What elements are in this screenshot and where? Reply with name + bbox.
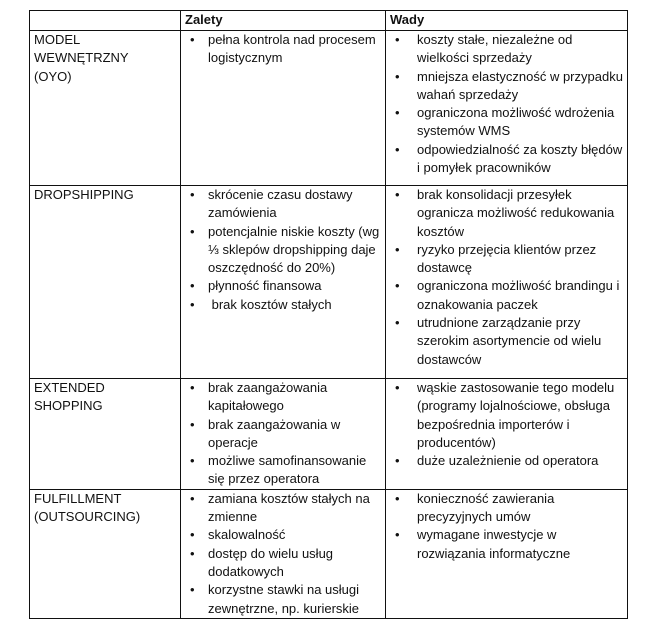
model-name-line: DROPSHIPPING [34,187,134,202]
model-name-line: EXTENDED [34,380,105,395]
list-item: • duże uzależnienie od operatora [390,452,623,470]
header-wady: Wady [386,11,628,31]
list-item: • brak zaangażowania kapitałowego [185,379,381,416]
list-item: • brak zaangażowania w operacje [185,416,381,453]
model-name [30,186,181,379]
list-item: • pełna kontrola nad procesem logistycznym [185,31,381,68]
comparison-table [29,10,628,619]
model-name-line: (OYO) [34,68,72,84]
zalety-cell [181,379,386,490]
model-name-line: WEWNĘTRZNY [34,50,129,66]
model-name-line: SHOPPING [34,398,103,414]
header-empty [30,11,181,31]
model-name [30,379,181,490]
list-item: • brak konsolidacji przesyłek ogranicza możliwość redukowania kosztów [390,186,623,241]
list-item: • wymagane inwestycje w rozwiązania informatyczne [390,526,623,563]
list-item: • koszty stałe, niezależne od wielkości sprzedaży [390,31,623,68]
list-item: • mniejsza elastyczność w przypadku wahań sprzedaży [390,68,623,105]
list-item: • możliwe samofinansowanie się przez operatora [185,452,381,489]
table-row [30,489,628,618]
list-item: • utrudnione zarządzanie przy szerokim asortymencie od wielu dostawców [390,314,623,369]
list-item: • skalowalność [185,526,381,544]
list-item: • ryzyko przejęcia klientów przez dostawcę [390,241,623,278]
list-item: • dostęp do wielu usług dodatkowych [185,545,381,582]
zalety-cell [181,31,386,186]
list-item: • wąskie zastosowanie tego modelu (programy lojalnościowe, obsługa bezpośrednia importerów i producentów) [390,379,623,452]
list-item: • odpowiedzialność za koszty błędów i pomyłek pracowników [390,141,623,178]
zalety-cell [181,489,386,618]
model-name-line: (OUTSOURCING) [34,509,141,525]
list-item: • skrócenie czasu dostawy zamówienia [185,186,381,223]
model-name [30,31,181,186]
model-name-line: FULFILLMENT [34,490,122,506]
model-name-line: MODEL [34,32,81,47]
list-item: • płynność finansowa [185,277,381,295]
wady-cell [386,379,628,490]
list-item: • zamiana kosztów stałych na zmienne [185,490,381,527]
table-row [30,31,628,186]
list-item: • potencjalnie niskie koszty (wg ⅓ sklepów dropshipping daje oszczędność do 20%) [185,223,381,278]
wady-cell [386,186,628,379]
list-item: • ograniczona możliwość brandingu i oznakowania paczek [390,277,623,314]
zalety-cell [181,186,386,379]
list-item: • ograniczona możliwość wdrożenia systemów WMS [390,104,623,141]
list-item: • korzystne stawki na usługi zewnętrzne, np. kurierskie [185,581,381,618]
table-row [30,186,628,379]
header-zalety: Zalety [181,11,386,31]
list-item: • brak kosztów stałych [185,296,381,314]
table-row [30,379,628,490]
list-item: • konieczność zawierania precyzyjnych umów [390,490,623,527]
model-name [30,489,181,618]
header-row [30,11,628,31]
wady-cell [386,31,628,186]
wady-cell [386,489,628,618]
